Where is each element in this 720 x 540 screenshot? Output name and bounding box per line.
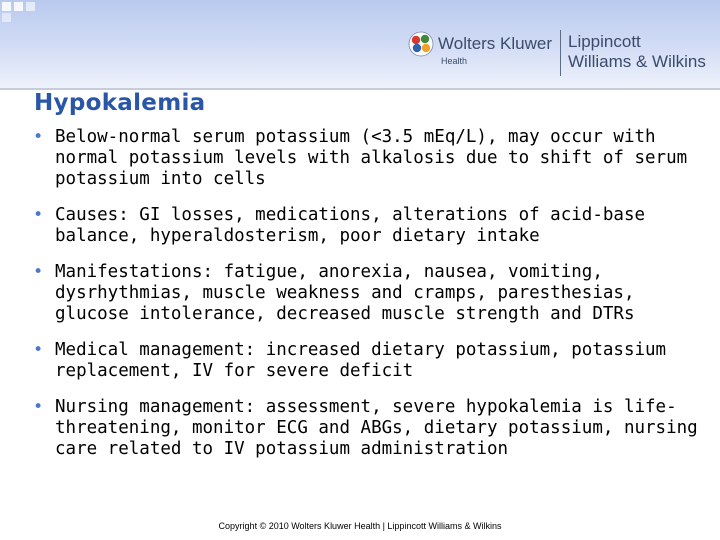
bullet-text: Nursing management: assessment, severe hypokalemia is life-threatening, monitor ECG and ABGs, dietary potassium, nursing care related to IV potassium administration xyxy=(55,397,698,459)
partner-line-2: Williams & Wilkins xyxy=(568,52,706,71)
bullet-text: Causes: GI losses, medications, alterations of acid-base balance, hyperaldosterism, poor dietary intake xyxy=(55,205,646,246)
slide-title: Hypokalemia xyxy=(34,90,206,116)
bullet-text: Below-normal serum potassium (<3.5 mEq/L), may occur with normal potassium levels with alkalosis due to shift of serum potassium into cells xyxy=(55,127,688,189)
header-band xyxy=(0,0,720,88)
bullet-item xyxy=(30,340,710,382)
bullet-icon: • xyxy=(33,127,44,147)
logo-divider xyxy=(560,30,561,76)
bullet-item xyxy=(30,205,710,247)
bullet-list xyxy=(30,127,710,475)
bullet-icon: • xyxy=(33,340,44,360)
bullet-icon: • xyxy=(33,205,44,225)
bullet-item xyxy=(30,127,710,190)
wolters-kluwer-globe-icon xyxy=(408,31,434,57)
brand-name: Wolters Kluwer xyxy=(438,34,552,53)
bullet-item xyxy=(30,262,710,325)
publisher-logo xyxy=(408,28,718,80)
copyright-footer: Copyright © 2010 Wolters Kluwer Health | Lippincott Williams & Wilkins xyxy=(218,521,502,531)
bullet-icon: • xyxy=(33,397,44,417)
partner-name xyxy=(568,32,706,72)
decorative-squares xyxy=(0,0,40,20)
bullet-icon: • xyxy=(33,262,44,282)
bullet-text: Medical management: increased dietary potassium, potassium replacement, IV for severe deficit xyxy=(55,340,667,381)
bullet-item xyxy=(30,397,710,460)
brand-subtitle: Health xyxy=(441,56,468,66)
bullet-text: Manifestations: fatigue, anorexia, nausea, vomiting, dysrhythmias, muscle weakness and cramps, paresthesias, glucose intolerance, decreased muscle strength and DTRs xyxy=(55,262,635,324)
partner-line-1: Lippincott xyxy=(568,32,641,51)
